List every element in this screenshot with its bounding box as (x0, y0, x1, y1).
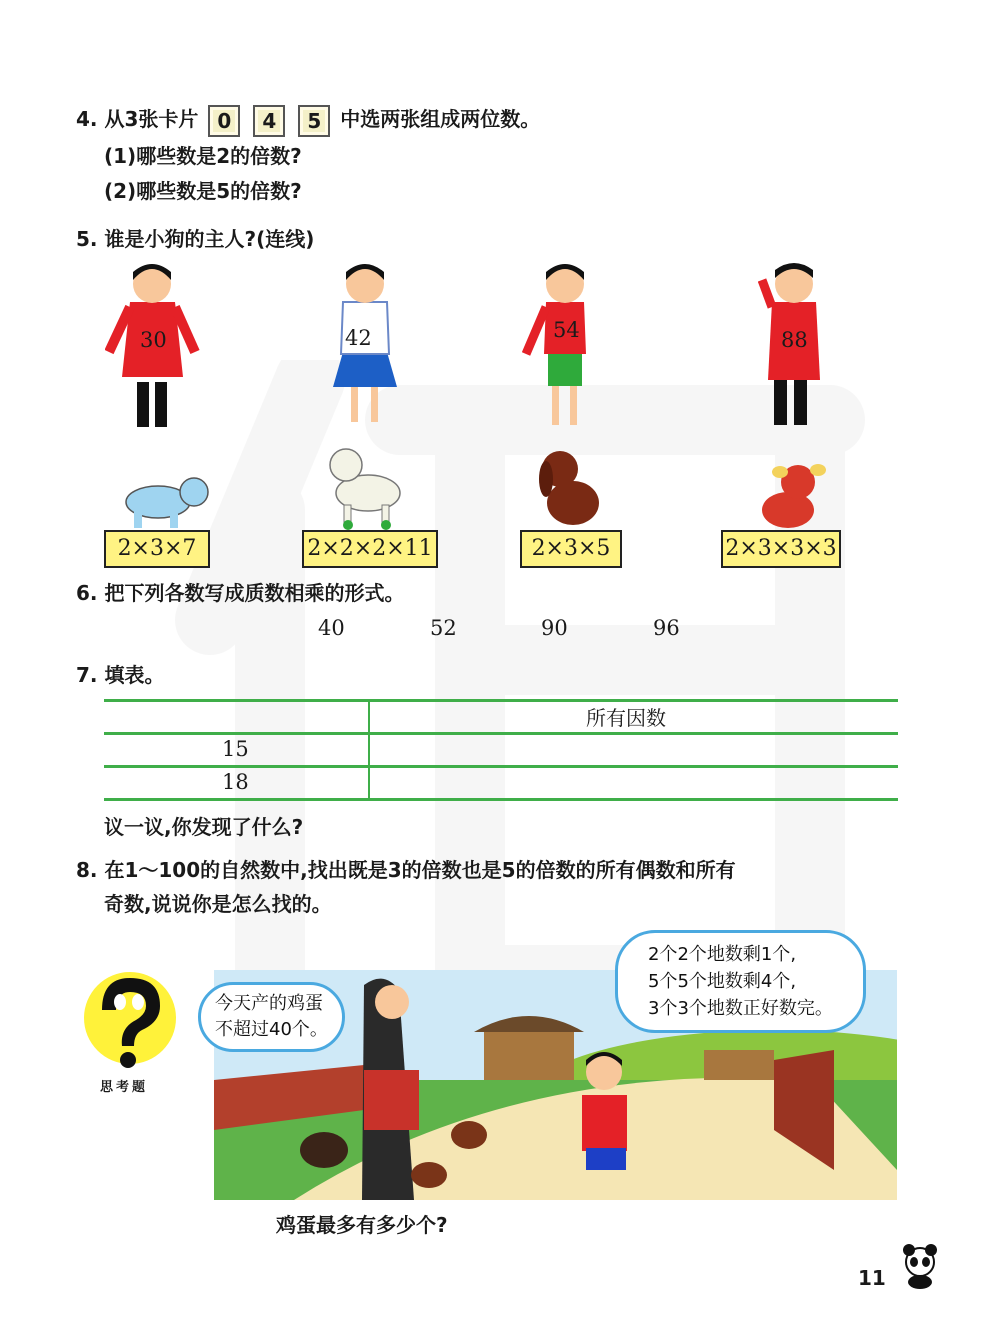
page-number: 11 (858, 1266, 886, 1290)
panda-icon (895, 1240, 945, 1290)
question-8-line1: 8. 在1～100的自然数中,找出既是3的倍数也是5的倍数的所有偶数和所有 (76, 858, 736, 882)
dog-1 (118, 470, 213, 530)
q7-discuss: 议一议,你发现了什么? (104, 815, 304, 839)
table-divider (368, 700, 370, 801)
q6-number-90: 90 (541, 616, 568, 640)
question-4 (76, 104, 540, 137)
bubble-right-line2: 5个5个地数剩4个, (648, 971, 797, 992)
question-6: 6. 把下列各数写成质数相乘的形式。 (76, 581, 405, 605)
table-header: 所有因数 (586, 706, 666, 730)
child-3-number: 54 (553, 318, 580, 342)
q6-number-96: 96 (653, 616, 680, 640)
table-line-bottom (104, 798, 898, 801)
dog-1-factor: 2×3×7 (104, 530, 210, 568)
card-5: 5 (298, 105, 330, 137)
child-4-number: 88 (781, 328, 808, 352)
question-8-line2: 奇数,说说你是怎么找的。 (104, 892, 332, 916)
bubble-left-line2: 不超过40个。 (215, 1019, 328, 1040)
child-2-number: 42 (345, 326, 372, 350)
dog-4-factor: 2×3×3×3 (721, 530, 841, 568)
q4-sub1: (1)哪些数是2的倍数? (104, 144, 302, 168)
bubble-right (615, 930, 866, 1033)
child-3 (522, 262, 607, 432)
bubble-right-line1: 2个2个地数剩1个, (648, 944, 797, 965)
think-label: 思考题 (100, 1080, 149, 1095)
bubble-left (198, 982, 345, 1052)
q4-sub2: (2)哪些数是5的倍数? (104, 179, 302, 203)
q6-number-52: 52 (430, 616, 457, 640)
table-line-1 (104, 732, 898, 735)
q4-suffix: 中选两张组成两位数。 (340, 107, 541, 131)
table-row-18: 18 (222, 770, 249, 794)
dog-4 (748, 458, 833, 533)
bubble-right-line3: 3个3个地数正好数完。 (648, 998, 833, 1019)
card-0: 0 (208, 105, 240, 137)
dog-2 (318, 445, 413, 530)
card-4: 4 (253, 105, 285, 137)
dog-2-factor: 2×2×2×11 (302, 530, 438, 568)
table-line-top (104, 699, 898, 702)
question-mark-icon (80, 970, 180, 1075)
table-row-15: 15 (222, 737, 249, 761)
table-line-2 (104, 765, 898, 768)
q6-number-40: 40 (318, 616, 345, 640)
q4-prefix: 4. 从3张卡片 (76, 107, 199, 131)
bubble-left-line1: 今天产的鸡蛋 (215, 993, 323, 1014)
think-question: 鸡蛋最多有多少个? (276, 1213, 448, 1237)
question-5: 5. 谁是小狗的主人?(连线) (76, 227, 315, 251)
question-7: 7. 填表。 (76, 663, 165, 687)
child-1-number: 30 (140, 328, 167, 352)
dog-3-factor: 2×3×5 (520, 530, 622, 568)
dog-3 (528, 445, 608, 530)
